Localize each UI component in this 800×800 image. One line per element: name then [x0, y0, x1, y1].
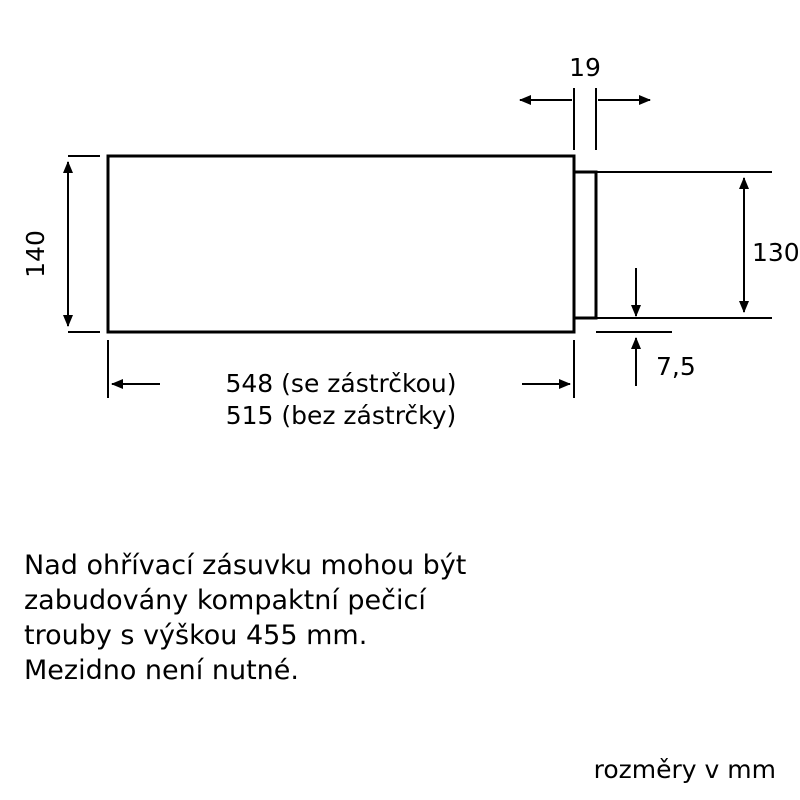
dimension-height-130 — [596, 172, 800, 318]
dimension-label-7-5: 7,5 — [656, 352, 696, 381]
dimension-bottom-offset-7-5 — [596, 268, 696, 386]
dimension-label-19: 19 — [569, 53, 601, 82]
note-line-1: Nad ohřívací zásuvku mohou být — [24, 550, 467, 581]
dimension-label-width-with-plug: 548 (se zástrčkou) — [225, 369, 457, 398]
dimension-height-140 — [21, 156, 100, 332]
dimension-width-group — [108, 340, 574, 430]
note-line-3: trouby s výškou 455 mm. — [24, 620, 368, 651]
dimension-label-140: 140 — [21, 230, 50, 278]
front-panel-profile — [574, 172, 596, 318]
note-line-2: zabudovány kompaktní pečicí — [24, 585, 426, 616]
installation-note — [24, 550, 466, 686]
unit-note-label: rozměry v mm — [593, 755, 776, 784]
note-line-4: Mezidno není nutné. — [24, 655, 299, 686]
dimension-label-width-without-plug: 515 (bez zástrčky) — [225, 401, 457, 430]
unit-note — [594, 755, 776, 784]
dimension-label-130: 130 — [752, 238, 800, 267]
dimension-top-offset-19 — [520, 53, 650, 150]
appliance-body-outline — [108, 156, 574, 332]
